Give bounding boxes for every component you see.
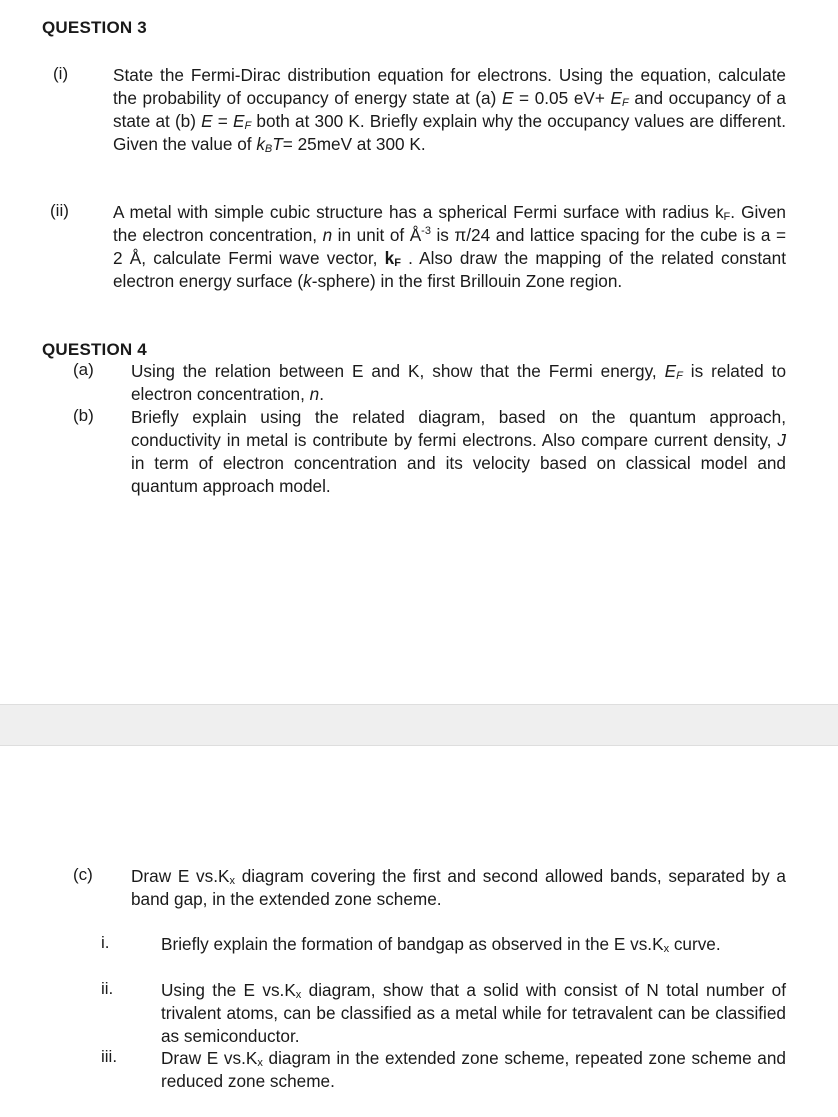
question-3-heading: QUESTION 3: [42, 18, 147, 37]
q3-part-ii-text: A metal with simple cubic structure has a spherical Fermi surface with radius $k_F$. Given the electron concentration, n in unit of $Å^{-3}$ is π/24 and lattice spacing for the cube is a = 2 Å, calculate Fermi wave vector, $k_F$ . Also draw the mapping of the related constant electron energy surface (k-sphere) in the first Brillouin Zone region.: [113, 202, 786, 291]
q4-c-subpart-i-label: i.: [101, 933, 110, 952]
q4-part-a-label: (a): [73, 360, 94, 379]
q4-part-b-text: Briefly explain using the related diagram, based on the quantum approach, conductivity in metal is contribute by fermi electrons. Also compare current density, J in term of electron concentration and its velocity based on classical model and quantum approach model.: [131, 407, 786, 496]
question-4-heading: QUESTION 4: [42, 340, 147, 359]
q3-part-i-label: (i): [53, 64, 69, 83]
q4-c-subpart-ii-text: Using the E $vs.K_x$ diagram, show that a solid with consist of N total number of trivalent atoms, can be classified as a metal while for tetravalent can be classified as semiconductor.: [161, 980, 786, 1046]
q4-c-subpart-iii-text: Draw E $vs.K_x$ diagram in the extended zone scheme, repeated zone scheme and reduced zone scheme.: [161, 1048, 786, 1091]
q3-part-ii-label: (ii): [50, 201, 69, 220]
q4-c-subpart-iii-label: iii.: [101, 1047, 118, 1066]
q3-part-i-text: State the Fermi-Dirac distribution equation for electrons. Using the equation, calculate the probability of occupancy of energy state at (a) E = 0.05 $eV+ E_F$ and occupancy of a state at (b) $E = E_F$ both at 300 K. Briefly explain why the occupancy values are different. Given the value of $k_BT= 25meV$ at 300 K.: [113, 65, 786, 155]
q4-part-c-text: Draw E $vs.K_x$ diagram covering the first and second allowed bands, separated by a band gap, in the extended zone scheme.: [131, 866, 786, 909]
page-divider: [0, 704, 838, 746]
q4-part-a-text: Using the relation between E and K, show that the Fermi energy, $E_F$ is related to electron concentration, n.: [131, 361, 786, 404]
q4-part-b-label: (b): [73, 406, 94, 425]
q4-part-c-label: (c): [73, 865, 93, 884]
q4-c-subpart-ii-label: ii.: [101, 979, 114, 998]
q4-c-subpart-i-text: Briefly explain the formation of bandgap as observed in the E $vs.K_x$ curve.: [161, 934, 721, 955]
